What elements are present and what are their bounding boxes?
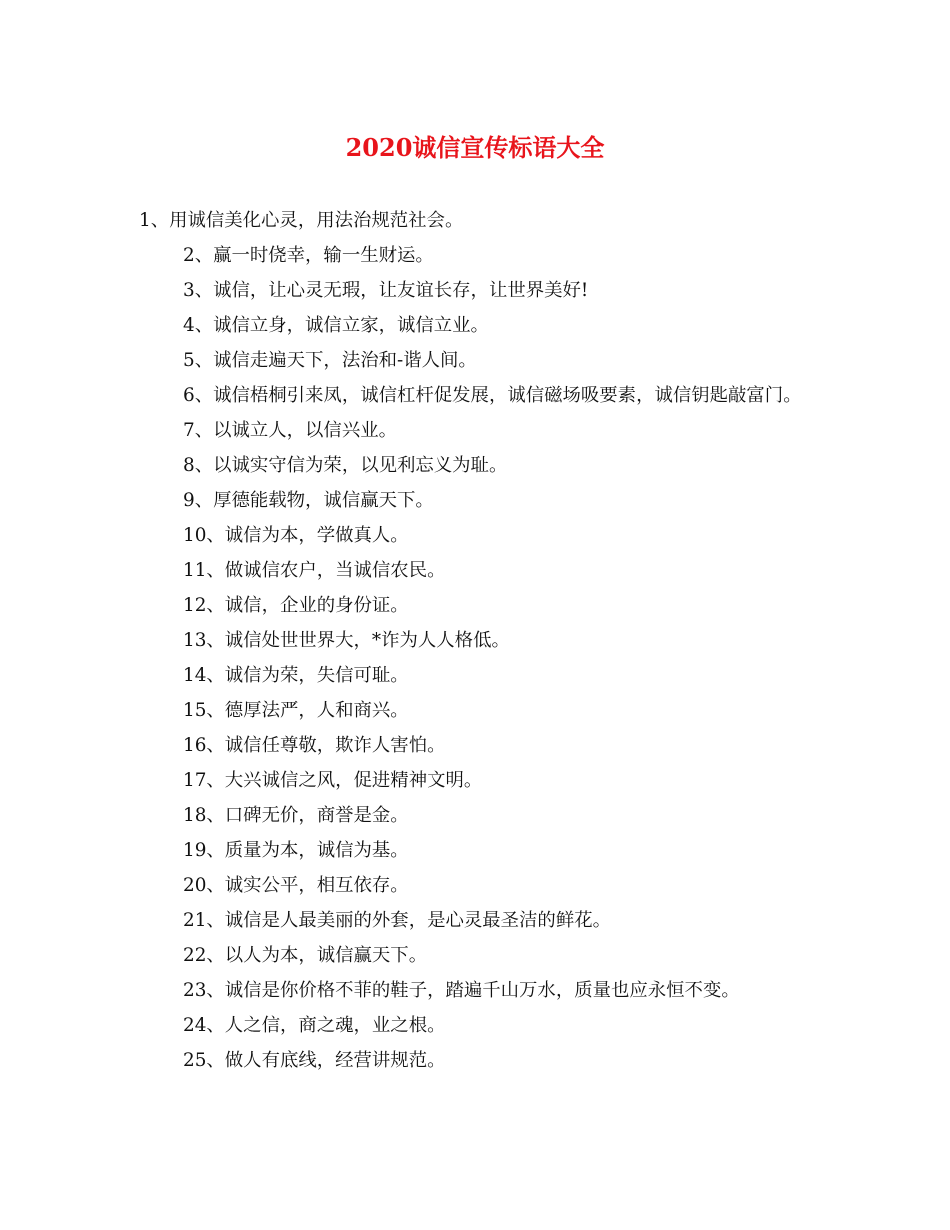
list-item: 20、诚实公平，相互依存。: [183, 875, 409, 896]
list-item: 3、诚信，让心灵无瑕，让友谊长存，让世界美好!: [183, 280, 589, 301]
list-item: 21、诚信是人最美丽的外套，是心灵最圣洁的鲜花。: [183, 910, 611, 931]
list-item: 2、赢一时侥幸，输一生财运。: [183, 245, 434, 266]
list-item: 15、德厚法严，人和商兴。: [183, 700, 409, 721]
list-item: 24、人之信，商之魂，业之根。: [183, 1015, 446, 1036]
list-item: 17、大兴诚信之风，促进精神文明。: [183, 770, 483, 791]
list-item: 12、诚信，企业的身份证。: [183, 595, 409, 616]
list-item: 11、做诚信农户，当诚信农民。: [183, 560, 446, 581]
list-item: 5、诚信走遍天下，法治和-谐人间。: [183, 350, 477, 371]
slogan-list: [139, 203, 831, 1078]
list-item: 22、以人为本，诚信赢天下。: [183, 945, 428, 966]
list-item: 4、诚信立身，诚信立家，诚信立业。: [183, 315, 489, 336]
list-item: 9、厚德能载物，诚信赢天下。: [183, 490, 434, 511]
list-item: 18、口碑无价，商誉是金。: [183, 805, 409, 826]
list-item: 7、以诚立人，以信兴业。: [183, 420, 397, 441]
list-item: 8、以诚实守信为荣，以见利忘义为耻。: [183, 455, 508, 476]
list-item: 16、诚信任尊敬，欺诈人害怕。: [183, 735, 446, 756]
list-item: 25、做人有底线，经营讲规范。: [183, 1050, 446, 1071]
list-item: 19、质量为本，诚信为基。: [183, 840, 409, 861]
list-item: 13、诚信处世世界大，*诈为人人格低。: [183, 630, 510, 651]
document-title: 2020诚信宣传标语大全: [345, 133, 605, 162]
list-item: 6、诚信梧桐引来凤，诚信杠杆促发展，诚信磁场吸要素，诚信钥匙敲富门。: [183, 385, 802, 406]
list-item: 1、用诚信美化心灵，用法治规范社会。: [139, 210, 464, 231]
list-item: 14、诚信为荣，失信可耻。: [183, 665, 409, 686]
list-item: 10、诚信为本，学做真人。: [183, 525, 409, 546]
list-item: 23、诚信是你价格不菲的鞋子，踏遍千山万水，质量也应永恒不变。: [183, 980, 740, 1001]
